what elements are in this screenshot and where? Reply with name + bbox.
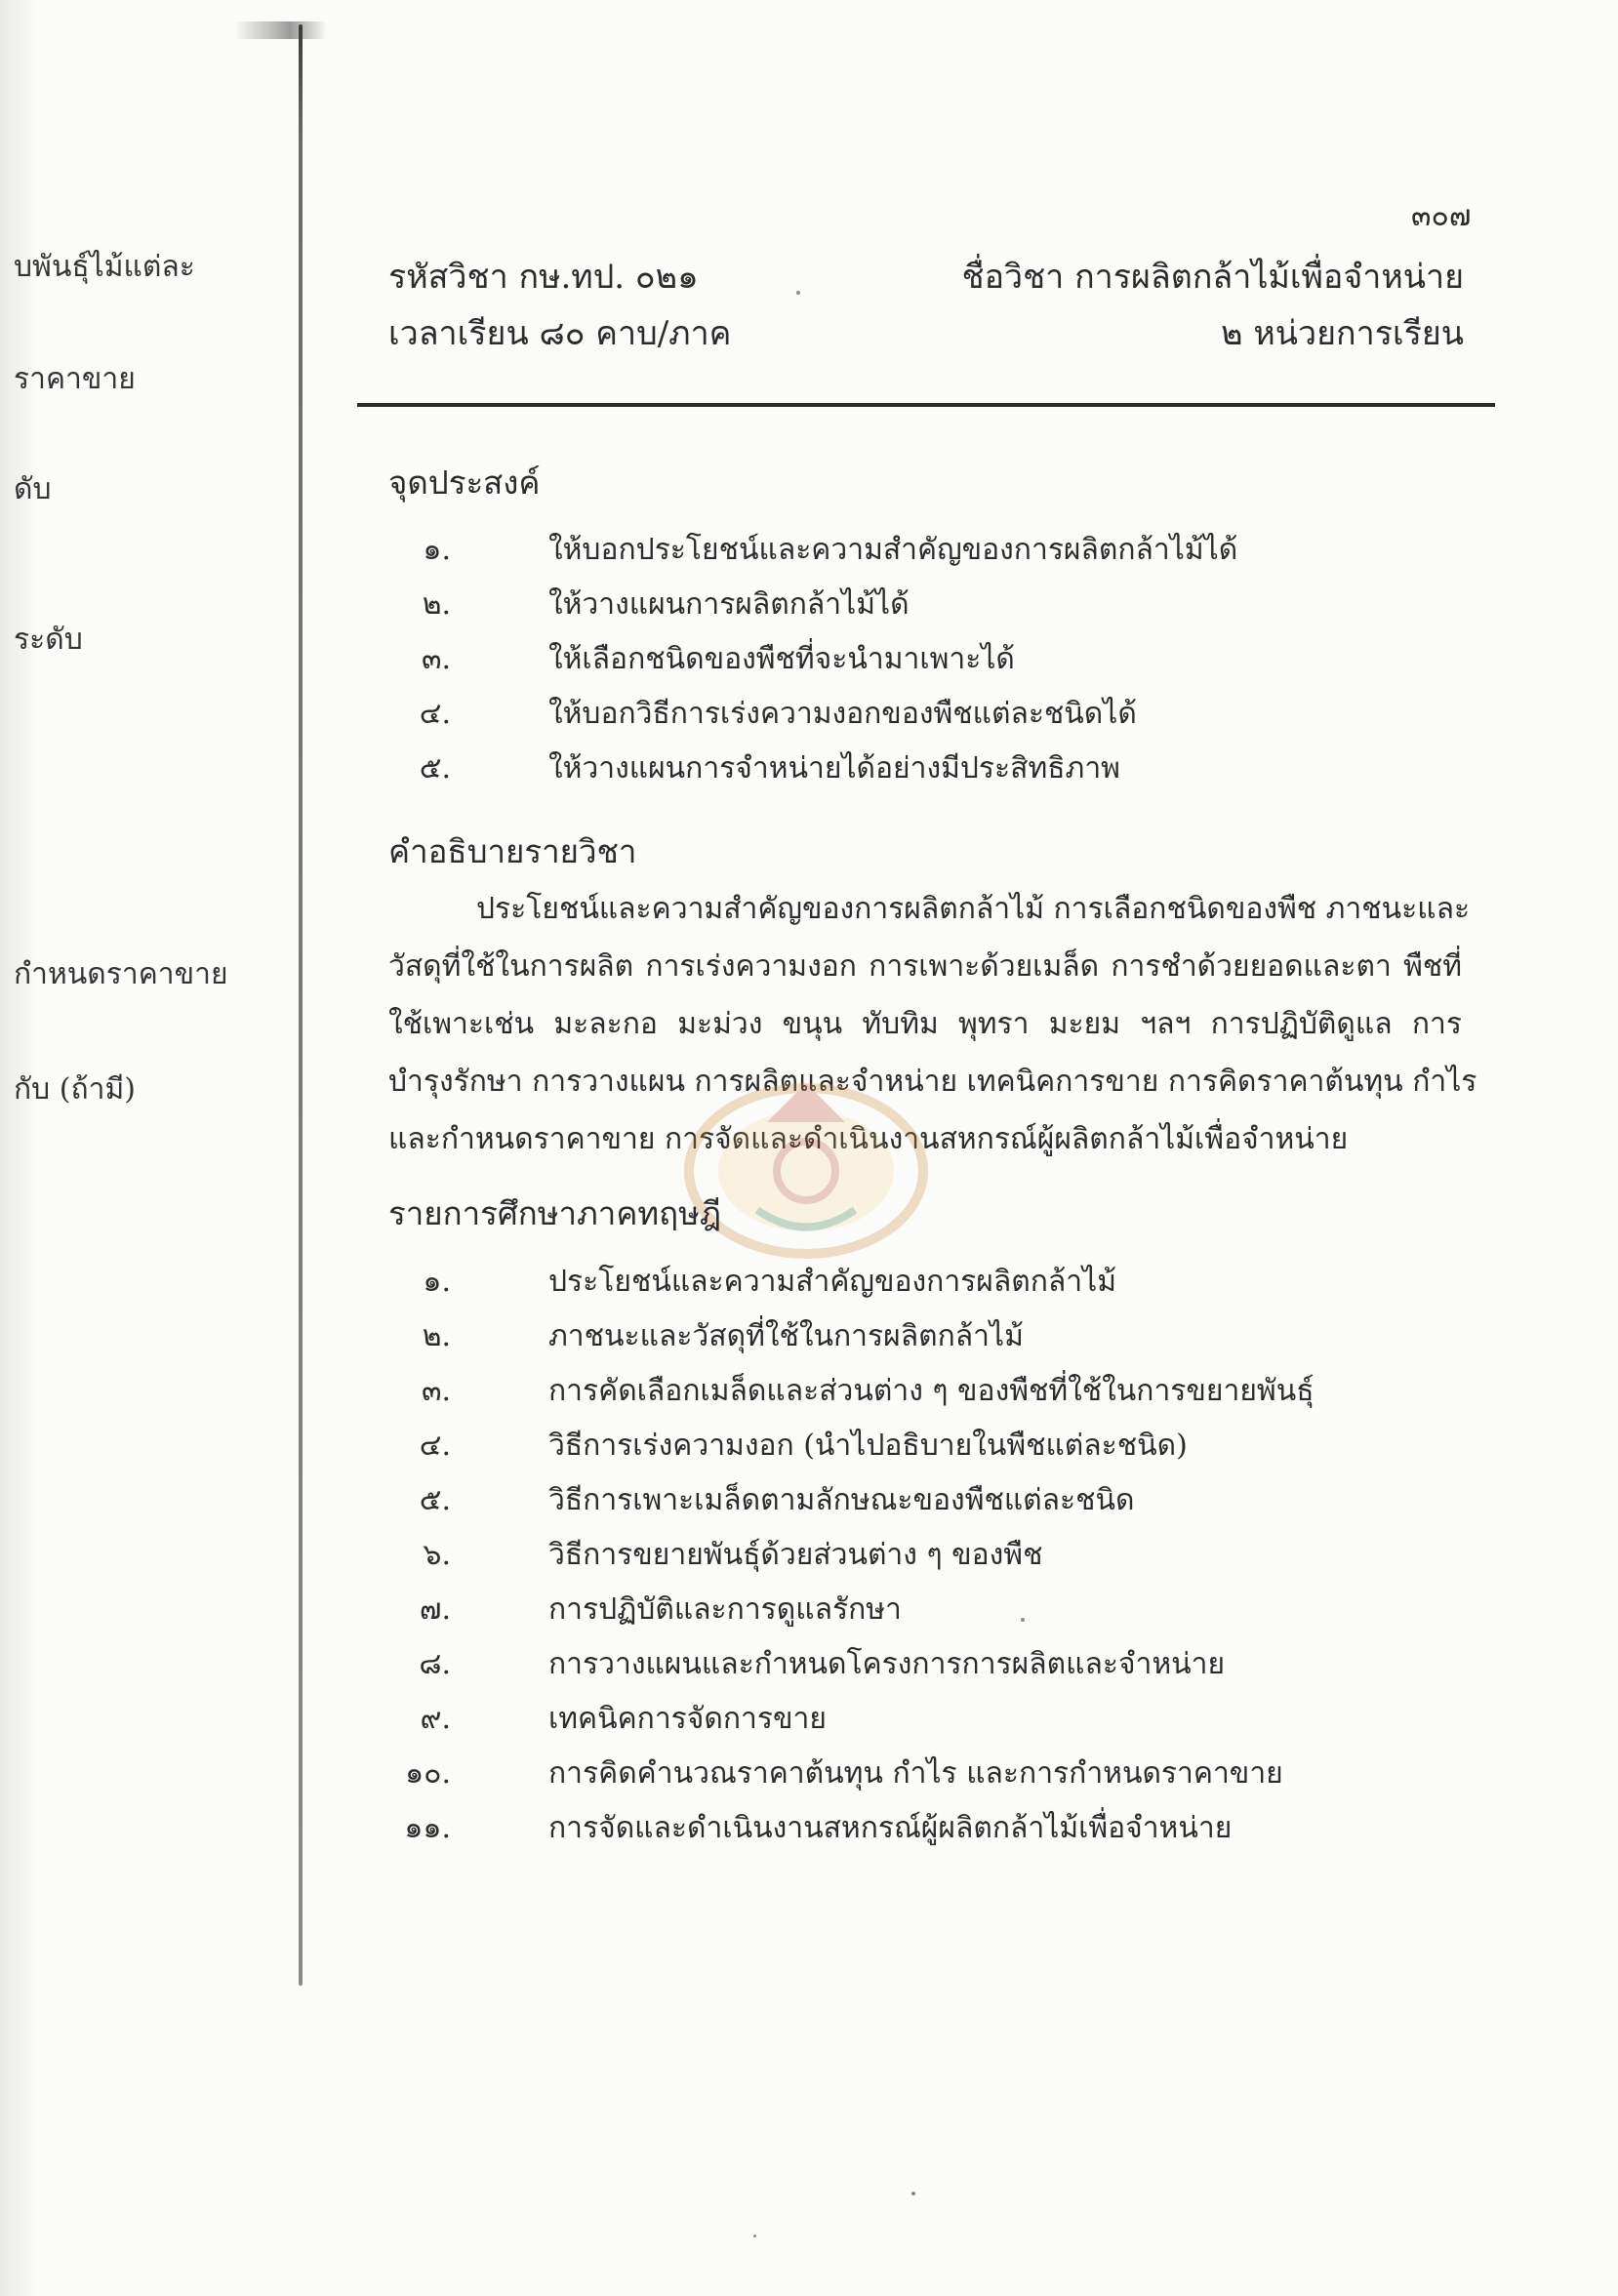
description-line: ใช้เพาะเช่น มะละกอ มะม่วง ขนุน ทับทิม พุทรา มะยม ฯลฯ การปฏิบัติดูแล การ — [388, 1007, 1462, 1041]
item-text: วิธีการเพาะเมล็ดตามลักษณะของพืชแต่ละชนิด — [548, 1483, 1135, 1517]
study-units: ๒ หน่วยการเรียน — [1221, 314, 1464, 353]
item-text: ประโยชน์และความสำคัญของการผลิตกล้าไม้ — [548, 1265, 1116, 1299]
list-item — [388, 1805, 1511, 1860]
binding-shadow — [0, 0, 39, 2296]
margin-fragment: ราคาขาย — [14, 362, 136, 396]
item-number: ๕. — [419, 751, 451, 785]
list-item — [388, 1532, 1511, 1587]
item-number: ๒. — [422, 1319, 451, 1353]
item-number: ๗. — [419, 1592, 451, 1627]
item-number: ๓. — [421, 1374, 451, 1408]
item-number: ๓. — [421, 642, 451, 676]
list-item — [388, 745, 1511, 800]
item-text: การคิดคำนวณราคาต้นทุน กำไร และการกำหนดราคาขาย — [548, 1756, 1283, 1791]
gutter-shadow — [234, 21, 327, 39]
item-number: ๘. — [419, 1647, 451, 1681]
item-text: ให้เลือกชนิดของพืชที่จะนำมาเพาะได้ — [548, 642, 1015, 676]
header-divider — [357, 403, 1495, 407]
item-number: ๙. — [420, 1702, 451, 1736]
list-item — [388, 1368, 1511, 1423]
description-line: บำรุงรักษา การวางแผน การผลิตและจำหน่าย เทคนิคการขาย การคิดราคาต้นทุน กำไร — [388, 1065, 1477, 1099]
scan-speck — [911, 2192, 915, 2195]
list-item — [388, 1641, 1511, 1696]
theory-list — [388, 1259, 1511, 1860]
item-text: การคัดเลือกเมล็ดและส่วนต่าง ๆ ของพืชที่ใช้ในการขยายพันธุ์ — [548, 1374, 1315, 1408]
course-code: รหัสวิชา กษ.ทป. ๐๒๑ — [388, 258, 699, 297]
scan-speck — [1021, 1618, 1025, 1622]
page-number: ๓๐๗ — [1411, 199, 1472, 233]
item-number: ๑๐. — [405, 1756, 451, 1791]
objectives-title: จุดประสงค์ — [388, 463, 541, 502]
list-item — [388, 1587, 1511, 1641]
list-item — [388, 1751, 1511, 1805]
margin-fragment: บพันธุ์ไม้แต่ละ — [14, 250, 195, 284]
item-text: การวางแผนและกำหนดโครงการการผลิตและจำหน่าย — [548, 1647, 1226, 1681]
course-name: ชื่อวิชา การผลิตกล้าไม้เพื่อจำหน่าย — [961, 258, 1464, 297]
list-item — [388, 1477, 1511, 1532]
list-item — [388, 1313, 1511, 1368]
scan-speck — [753, 2235, 756, 2237]
item-number: ๑. — [423, 533, 451, 567]
item-text: วิธีการเร่งความงอก (นำไปอธิบายในพืชแต่ละชนิด) — [548, 1429, 1188, 1463]
description-line: และกำหนดราคาขาย การจัดและดำเนินงานสหกรณ์ผู้ผลิตกล้าไม้เพื่อจำหน่าย — [388, 1122, 1349, 1156]
margin-fragment: ระดับ — [14, 623, 83, 657]
item-number: ๕. — [419, 1483, 451, 1517]
item-number: ๑๑. — [404, 1811, 451, 1845]
item-text: วิธีการขยายพันธุ์ด้วยส่วนต่าง ๆ ของพืช — [548, 1538, 1043, 1572]
description-line: วัสดุที่ใช้ในการผลิต การเร่งความงอก การเพาะด้วยเมล็ด การชำด้วยยอดและตา พืชที่ — [388, 949, 1462, 984]
objectives-list — [388, 527, 1511, 800]
item-number: ๖. — [423, 1538, 451, 1572]
page-gutter — [299, 24, 303, 1986]
item-number: ๒. — [422, 587, 451, 622]
item-number: ๔. — [419, 697, 451, 731]
item-number: ๑. — [423, 1265, 451, 1299]
item-text: ให้วางแผนการจำหน่ายได้อย่างมีประสิทธิภาพ — [548, 751, 1120, 785]
description-paragraph — [388, 880, 1477, 1168]
list-item — [388, 636, 1511, 691]
margin-fragment: กำหนดราคาขาย — [14, 957, 228, 991]
item-text: การปฏิบัติและการดูแลรักษา — [548, 1592, 902, 1627]
description-line: ประโยชน์และความสำคัญของการผลิตกล้าไม้ การเลือกชนิดของพืช ภาชนะและ — [476, 892, 1471, 926]
margin-fragment: ดับ — [14, 472, 52, 506]
item-text: ให้บอกประโยชน์และความสำคัญของการผลิตกล้าไม้ได้ — [548, 533, 1238, 567]
list-item — [388, 1696, 1511, 1751]
item-text: เทคนิคการจัดการขาย — [548, 1702, 827, 1736]
item-text: การจัดและดำเนินงานสหกรณ์ผู้ผลิตกล้าไม้เพื่อจำหน่าย — [548, 1811, 1233, 1845]
margin-fragment: กับ (ถ้ามี) — [14, 1072, 136, 1107]
list-item — [388, 1259, 1511, 1313]
list-item — [388, 691, 1511, 745]
item-text: ภาชนะและวัสดุที่ใช้ในการผลิตกล้าไม้ — [548, 1319, 1024, 1353]
item-text: ให้บอกวิธีการเร่งความงอกของพืชแต่ละชนิดได้ — [548, 697, 1137, 731]
description-title: คำอธิบายรายวิชา — [388, 832, 637, 870]
item-number: ๔. — [419, 1429, 451, 1463]
scan-speck — [796, 291, 800, 295]
study-time: เวลาเรียน ๘๐ คาบ/ภาค — [388, 314, 732, 353]
list-item — [388, 1423, 1511, 1477]
theory-title: รายการศึกษาภาคทฤษฎี — [388, 1194, 722, 1232]
list-item — [388, 527, 1511, 582]
item-text: ให้วางแผนการผลิตกล้าไม้ได้ — [548, 587, 910, 622]
list-item — [388, 582, 1511, 636]
